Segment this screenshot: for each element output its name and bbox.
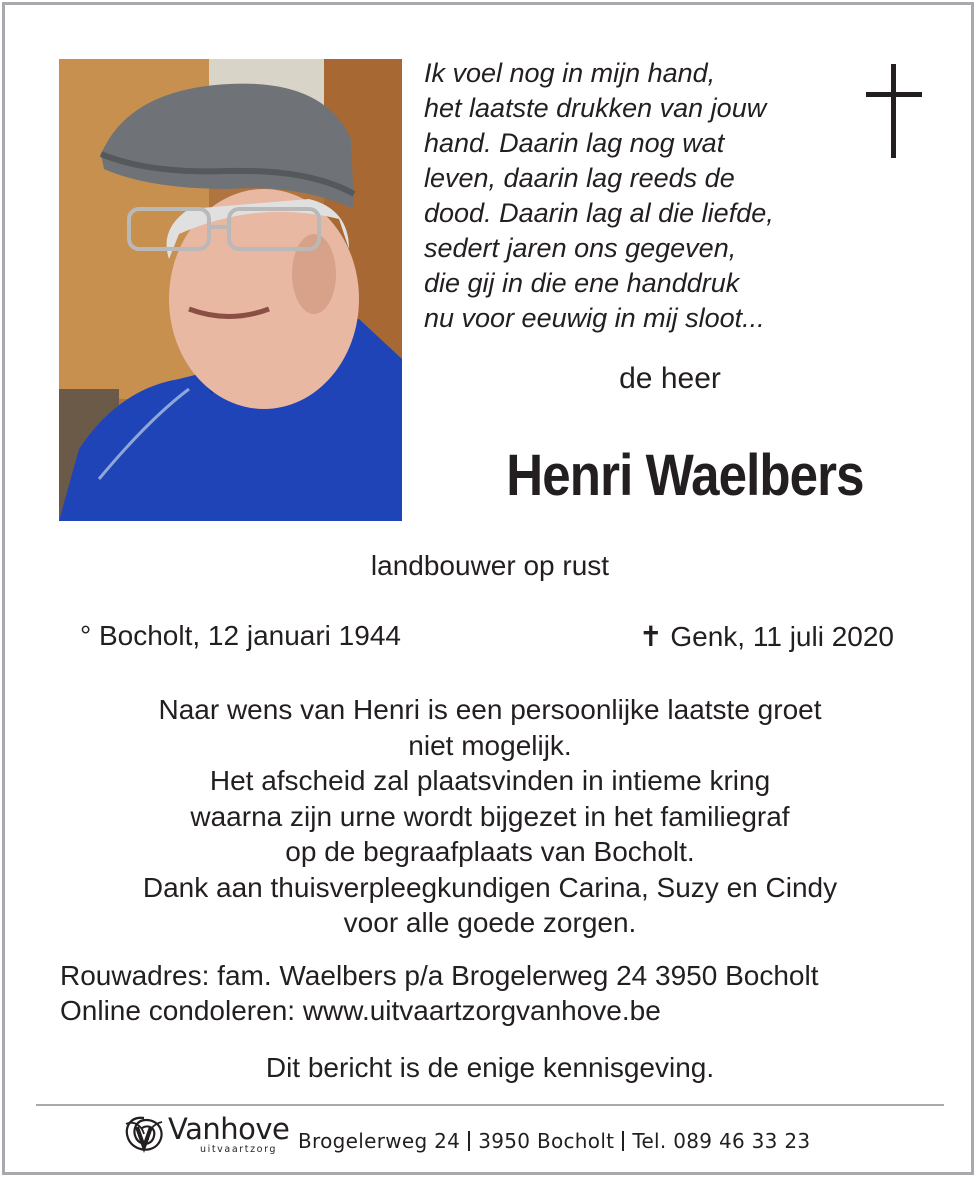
footer-street: Brogelerweg 24 (298, 1129, 461, 1153)
portrait-illustration (59, 59, 402, 521)
address-block (60, 958, 940, 1028)
message-line: voor alle goede zorgen. (343, 907, 637, 938)
message-line: waarna zijn urne wordt bijgezet in het familiegraf (190, 800, 790, 832)
occupation: landbouwer op rust (370, 550, 610, 581)
poem (424, 56, 844, 336)
poem-line: Ik voel nog in mijn hand, (424, 58, 716, 88)
logo-mark-icon (122, 1114, 166, 1156)
poem-line: nu voor eeuwig in mij sloot... (424, 303, 765, 333)
deceased-name: Henri Waelbers (506, 443, 864, 508)
separator (468, 1131, 470, 1151)
portrait-photo (59, 59, 402, 521)
separator (622, 1131, 624, 1151)
vanhove-logo (122, 1112, 290, 1160)
message-line: Het afscheid zal plaatsvinden in intieme kring (209, 765, 771, 796)
online-condolence: Online condoleren: www.uitvaartzorgvanhove.be (60, 995, 661, 1026)
footer-phone: Tel. 089 46 33 23 (632, 1129, 811, 1153)
poem-line: leven, daarin lag reeds de (424, 163, 735, 193)
death-info: ✝ Genk, 11 juli 2020 (639, 621, 894, 652)
footer-contact (298, 1129, 810, 1153)
poem-line: die gij in die ene handdruk (424, 268, 740, 298)
footer-divider (36, 1104, 944, 1106)
message-line: op de begraafplaats van Bocholt. (285, 836, 695, 867)
cross-icon (866, 64, 922, 158)
poem-line: het laatste drukken van jouw (424, 93, 767, 123)
mourning-address: Rouwadres: fam. Waelbers p/a Brogelerweg 24 3950 Bocholt (60, 960, 819, 991)
footer-city: 3950 Bocholt (478, 1129, 615, 1153)
message-line: Naar wens van Henri is een persoonlijke laatste groet (158, 694, 822, 725)
poem-line: sedert jaren ons gegeven, (424, 233, 737, 263)
announcement-message (60, 692, 920, 941)
message-line: niet mogelijk. (408, 729, 572, 761)
closing-note: Dit bericht is de enige kennisgeving. (265, 1052, 715, 1083)
poem-line: dood. Daarin lag al die liefde, (424, 198, 774, 228)
logo-subtitle: uitvaartzorg (200, 1144, 278, 1155)
honorific: de heer (619, 362, 721, 395)
birth-info: ° Bocholt, 12 januari 1944 (80, 620, 401, 651)
message-line: Dank aan thuisverpleegkundigen Carina, Suzy en Cindy (142, 871, 838, 903)
logo-name: Vanhove (168, 1112, 290, 1146)
poem-line: hand. Daarin lag nog wat (424, 128, 725, 158)
